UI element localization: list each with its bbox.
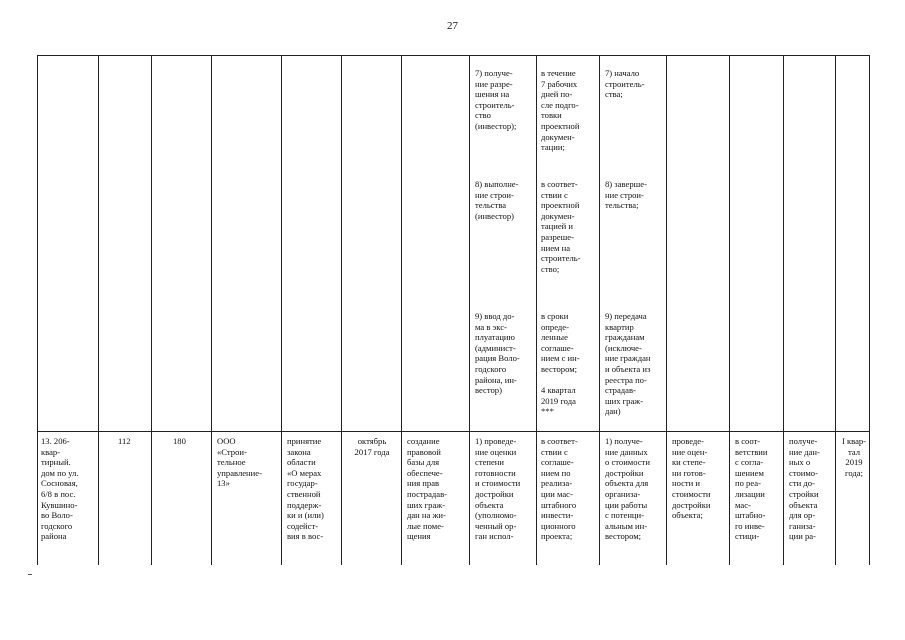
row13-col3: 180: [173, 436, 186, 446]
stage-7-deadline: в течение 7 рабочих дней по- сле подго- товки проектной докумен- тации;: [541, 68, 580, 153]
stage-7-text: 7) получе- ние разре- шения на строитель- ство (инвестор);: [475, 68, 517, 131]
row13-deadline: в соответ- ствии с соглаше- нием по реализа- ции мас- штабного инвести- ционного проекта;: [541, 436, 578, 542]
stage-9-result: 9) передача квартир гражданам (исключе- ние граждан и объекта из реестра по- страдав- ших граж- дан): [605, 311, 651, 417]
row13-deadline2: в соот- ветствии с согла- шением по реа- лизации мас- штабно- го инве- стици-: [735, 436, 768, 542]
page-number: 27: [447, 20, 458, 32]
row13-result: 1) получе- ние данных о стоимости достройки объекта для организа- ции работы с потенци- альным ин- вестором;: [605, 436, 650, 542]
row13-goal: создание правовой базы для обеспече- ния прав пострадав- ших граж- дан на жи- лые поме- щения: [407, 436, 448, 542]
row13-col2: 112: [118, 436, 131, 446]
row13-date: октябрь 2017 года: [354, 436, 390, 457]
row13-term: I квар- тал 2019 года;: [841, 436, 867, 478]
row13-result2: получе- ние дан- ных о стоимо- сти до- стройки объекта для ор- ганиза- ции ра-: [789, 436, 820, 542]
stage-8-deadline: в соответ- ствии с проектной докумен- тацией и разреше- нием на строитель- ство;: [541, 179, 581, 274]
scan-mark: [28, 574, 32, 575]
row13-measure: принятие закона области «О мерах государ- ственной поддерж- ки и (или) содейст- вия в вос-: [287, 436, 324, 542]
row13-object: 13. 206- квар- тирный. дом по ул. Сосновая, 6/8 в пос. Кувшино- во Воло- годского района: [41, 436, 79, 542]
stage-9-deadline: в сроки опреде- ленные соглаше- нием с ин- вестором; 4 квартал 2019 года ***: [541, 311, 580, 417]
stage-8-result: 8) заверше- ние строи- тельства;: [605, 179, 647, 211]
row13-stage2: проведе- ние оцен- ки степе- ни готов- ности и стоимости достройки объекта;: [672, 436, 711, 521]
stage-7-result: 7) начало строитель- ства;: [605, 68, 645, 100]
stage-9-text: 9) ввод до- ма в экс- плуатацию (админист- рация Воло- годского района, ин- вестор): [475, 311, 520, 396]
row13-developer: ООО «Строи- тельное управление- 13»: [217, 436, 262, 489]
row13-stage: 1) проведе- ние оценки степени готовности и стоимости достройки объекта (уполномо- ченный ор- ган испол-: [475, 436, 521, 542]
stage-8-text: 8) выполне- ние строи- тельства (инвестор): [475, 179, 519, 221]
